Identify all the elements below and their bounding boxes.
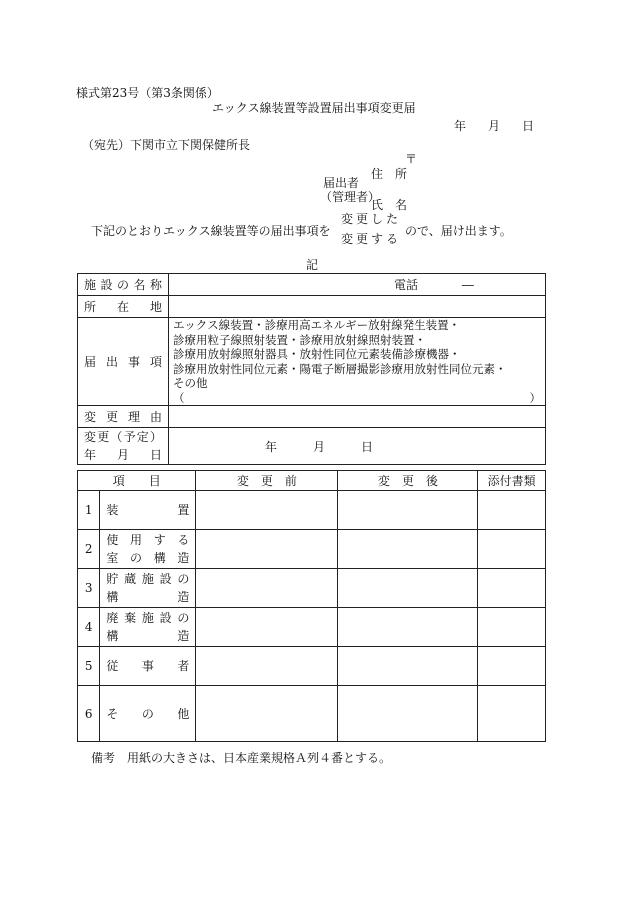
date-month: 月 <box>488 119 501 133</box>
change-date-label: 変 更 （ 予 定 ） 年 月 日 <box>78 428 169 465</box>
postal-mark: 〒 <box>405 152 418 166</box>
before-cell <box>196 530 338 569</box>
row-item: 従 事 者 <box>100 647 196 686</box>
reason-cell <box>169 406 546 428</box>
notification-items-cell <box>169 318 546 406</box>
date-day: 日 <box>522 119 535 133</box>
table-row <box>78 530 546 569</box>
row-number: 3 <box>78 569 100 608</box>
form-number: 様式第23号（第3条関係） <box>76 86 219 100</box>
row-item: 貯 蔵 施 設 の 構 造 <box>100 569 196 608</box>
address-label: 住 所 <box>371 167 408 181</box>
notification-item-line: 診療用放射性同位元素・陽電子断層撮影診療用放射性同位元素・ <box>173 361 507 376</box>
statement-before: 下記のとおりエックス線装置等の届出事項を <box>91 224 331 238</box>
after-cell <box>338 686 478 742</box>
notification-item-line: エックス線装置・診療用高エネルギー放射線発生装置・ <box>173 318 461 332</box>
table-row <box>78 686 546 742</box>
attachments-cell <box>478 491 546 530</box>
before-cell <box>196 608 338 647</box>
after-cell <box>338 530 478 569</box>
attachments-cell <box>478 647 546 686</box>
before-cell <box>196 491 338 530</box>
ki-mark: 記 <box>306 258 319 272</box>
name-label: 氏 名 <box>371 198 408 212</box>
phone-dash: ― <box>461 278 474 292</box>
after-cell <box>338 569 478 608</box>
header-after: 変 更 後 <box>338 471 478 491</box>
row-item: そ の 他 <box>100 686 196 742</box>
header-before: 変 更 前 <box>196 471 338 491</box>
row-item: 廃 棄 施 設 の 構 造 <box>100 608 196 647</box>
row-number: 6 <box>78 686 100 742</box>
footnote: 備考 用紙の大きさは、日本産業規格Ａ列４番とする。 <box>91 751 392 765</box>
facility-name-cell <box>169 274 546 296</box>
location-cell <box>169 296 546 318</box>
info-table <box>77 273 546 465</box>
notification-item-line: 診療用放射線照射器具・放射性同位元素装備診療機器・ <box>173 347 461 361</box>
table-row <box>78 491 546 530</box>
phone-label: 電話 <box>394 278 419 292</box>
before-cell <box>196 647 338 686</box>
table-row <box>78 647 546 686</box>
facility-name-label: 施 設 の 名 称 <box>78 274 169 296</box>
row-number: 2 <box>78 530 100 569</box>
row-item: 装 置 <box>100 491 196 530</box>
statement-option-changed: 変更した <box>341 212 402 226</box>
date-year: 年 <box>454 119 467 133</box>
notification-item-line: 診療用粒子線照射装置・診療用放射線照射装置・ <box>173 332 426 347</box>
table-row <box>78 608 546 647</box>
statement-after: ので、届け出ます。 <box>405 224 512 238</box>
header-attachments: 添付書類 <box>478 471 546 491</box>
after-cell <box>338 647 478 686</box>
statement-option-will-change: 変更する <box>341 232 402 246</box>
change-date-cell <box>169 428 546 465</box>
location-label: 所 在 地 <box>78 296 169 318</box>
manager-label: （管理者） <box>320 190 381 204</box>
before-cell <box>196 686 338 742</box>
form-title: エックス線装置等設置届出事項変更届 <box>212 101 416 115</box>
table-row <box>78 569 546 608</box>
attachments-cell <box>478 608 546 647</box>
after-cell <box>338 491 478 530</box>
notification-item-line: その他（ ） <box>173 376 541 405</box>
attachments-cell <box>478 686 546 742</box>
attachments-cell <box>478 569 546 608</box>
notification-items-label: 届 出 事 項 <box>78 318 169 406</box>
change-date-value: 年 月 日 <box>265 439 374 454</box>
row-number: 5 <box>78 647 100 686</box>
applicant-label: 届出者 <box>323 176 360 190</box>
addressee: （宛先）下関市立下関保健所長 <box>82 138 251 152</box>
row-number: 4 <box>78 608 100 647</box>
reason-label: 変 更 理 由 <box>78 406 169 428</box>
change-table <box>77 470 546 742</box>
row-number: 1 <box>78 491 100 530</box>
header-item: 項 目 <box>78 471 196 491</box>
after-cell <box>338 608 478 647</box>
attachments-cell <box>478 530 546 569</box>
before-cell <box>196 569 338 608</box>
row-item: 使 用 す る 室 の 構 造 <box>100 530 196 569</box>
